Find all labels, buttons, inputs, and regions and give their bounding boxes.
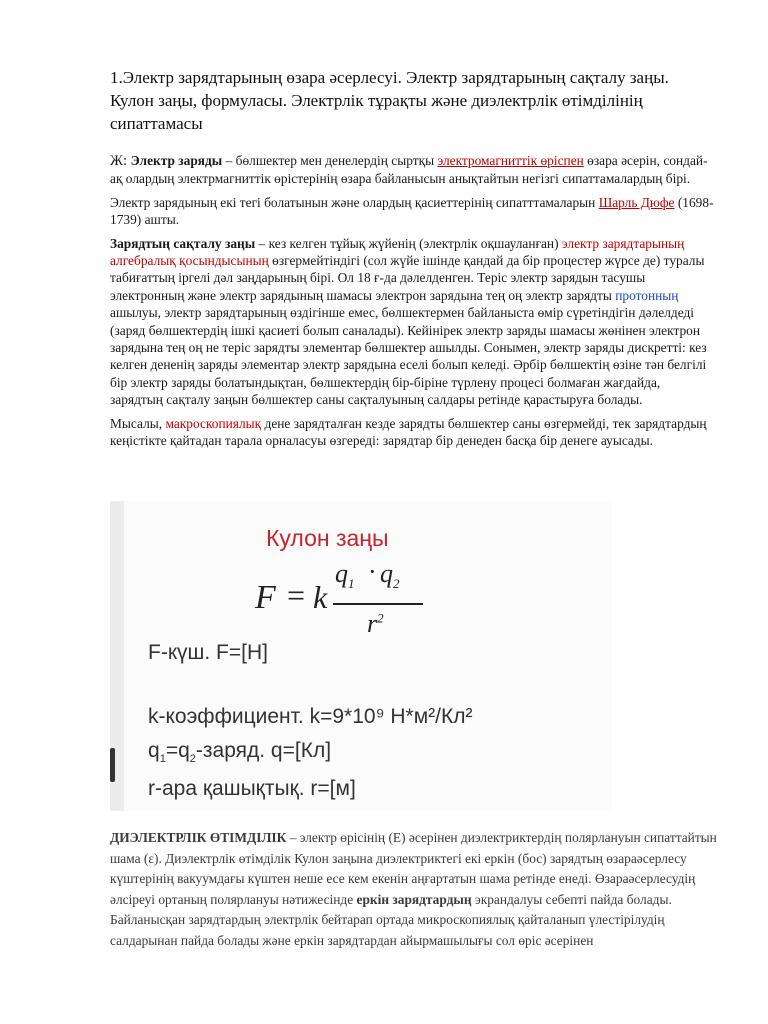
q1-subscript: 1 — [348, 576, 355, 592]
text: ашылуы, электр зарядтарының өздігінше емес, бөлшектермен байланыста өмір сүретіндігін дәлелдеді (заряд бөлшектердің ішкі қасиеті болып саналады). Кейінірек электр заряды шамасы жөнінен электрон зарядына тең оң не теріс зарядты элементар бөлшектер ашылды. Сонымен, электр заряды дискретті: кез келген дененің заряды элементар электр зарядына еселі болып келеді. Әрбір бөлшектің өзіне тән белгілі бір электр заряды болатындықтан, бөлшектердің бір-біріне түрлену процесі болмаған жағдайда, зарядтың сақталу заңын бөлшектер саны сақталуының салдары ретінде қарастыруға болады. — [110, 305, 707, 408]
q1-letter: q — [335, 559, 348, 588]
q2-subscript: 2 — [393, 576, 400, 592]
term-electric-charge: Электр заряды — [130, 153, 223, 168]
formula-equals: = — [287, 577, 306, 613]
distance-definition: r-ара қашықтық. r=[м] — [148, 777, 356, 800]
formula-f: F — [255, 579, 276, 616]
link-macroscopic[interactable]: макроскопиялық — [165, 415, 262, 431]
link-proton[interactable]: протонның — [615, 287, 679, 303]
q-sub-2: 2 — [189, 753, 196, 766]
link-electromagnetic-field[interactable]: электромагниттік өріспен — [437, 153, 584, 168]
dielectric-section — [110, 828, 720, 952]
text: экрандалуы себепті пайда болады. Байланысқан зарядтардың электрлік бейтарап ортада микроскопиялық қайталанып үлестірілудің салдарынан пайда болады және еркін зарядтардан айырмашылығы сол өріс әсерінен — [110, 891, 672, 948]
text: дене зарядталған кезде зарядты бөлшектер саны өзгермейді, тек зарядтардың кеңістікте қайтадан тарала орналасуы өзгереді: зарядтар бір денеден басқа бір денеге ауысады. — [110, 415, 707, 449]
term-conservation-law: Зарядтың сақталу заңы — [110, 235, 256, 251]
text: – электр өрісінің (Е) әсерінен диэлектриктердің полярлануын сипаттайтын шама (ε). Диэлектрлік өтімділік Кулон заңына диэлектриктегі екі еркін (бос) зарядтың өзараәсерлесу күштерінің вакуумдағы күштен неше есе кем екенін аңғартатын шама ретінде енеді. Өзараәсерлесудің әлсіреуі ортаның полярлануы нәтижесінде — [110, 830, 717, 907]
charge-definition — [148, 739, 331, 765]
q-letter: q — [148, 739, 160, 762]
text: Мысалы, — [110, 415, 166, 431]
q2-letter: q — [380, 559, 393, 588]
text: өзара әсерін, сондай-ақ олардың электрмагниттік өрістерінің өзара байланысын анықтайтын негізгі сипаттамалардың бірі. — [110, 153, 708, 187]
formula-k: k — [313, 579, 328, 615]
coulomb-law-figure — [110, 501, 612, 811]
link-charles-dufay[interactable]: Шарль Дюфе — [598, 194, 675, 210]
r-letter: r — [367, 609, 378, 638]
term-free-charges: еркін зарядтардың — [356, 891, 472, 907]
paragraph-electric-charge — [110, 152, 716, 188]
paragraph-dielectric — [110, 828, 720, 952]
text: Электр зарядының екі тегі болатынын және олардың қасиеттерінің сипатттамаларын — [110, 194, 599, 210]
answer-prefix: Ж: — [110, 153, 131, 169]
text: – кез келген тұйық жүйенің (электрлік оқшауланған) — [255, 235, 562, 251]
formula-q1 — [335, 559, 355, 592]
page-title: 1.Электр зарядтарының өзара әсерлесуі. Электр зарядтарының сақталу заңы. Кулон заңы, формуласы. Электрлік тұрақты және диэлектрлік өтімділінің сипаттамасы — [110, 68, 669, 133]
text: (1698-1739) ашты. — [110, 194, 714, 228]
r-exponent: 2 — [377, 610, 384, 626]
q-sub-1: 1 — [159, 753, 166, 766]
image-edge-mark — [110, 748, 115, 782]
charge-unit: -заряд. q=[Кл] — [195, 739, 332, 762]
text: – бөлшектер мен денелердің сыртқы — [222, 153, 438, 168]
figure-title: Кулон заңы — [266, 525, 389, 551]
term-dielectric: ДИЭЛЕКТРЛІК ӨТІМДІЛІК — [110, 830, 287, 845]
formula-q2 — [380, 559, 400, 592]
link-algebraic-sum[interactable]: электр зарядтарының алгебралық қосындысының — [110, 235, 685, 269]
paragraph-example — [110, 415, 716, 450]
coulomb-formula — [255, 551, 425, 651]
force-definition: F-күш. F=[Н] — [148, 641, 268, 664]
paragraph-conservation-law — [110, 235, 716, 409]
formula-dot: · — [368, 557, 377, 586]
document-body — [110, 66, 716, 450]
text: өзгермейтіндігі (сол жүйе ішінде қандай да бір процестер жүрсе де) туралы табиғаттың іргелі дәл заңдарының бірі. Ол 18 ғ-да дәлелденген. Теріс электр зарядын тасушы электронның және электр зарядының шамасы электрон зарядына тең оң электр зарядты — [110, 253, 705, 303]
formula-r — [367, 609, 384, 639]
paragraph-dufay — [110, 194, 716, 229]
coefficient-definition: k-коэффициент. k=9*10⁹ Н*м²/Кл² — [148, 705, 473, 728]
q-equals: =q — [165, 739, 190, 762]
fraction-bar — [333, 603, 423, 605]
